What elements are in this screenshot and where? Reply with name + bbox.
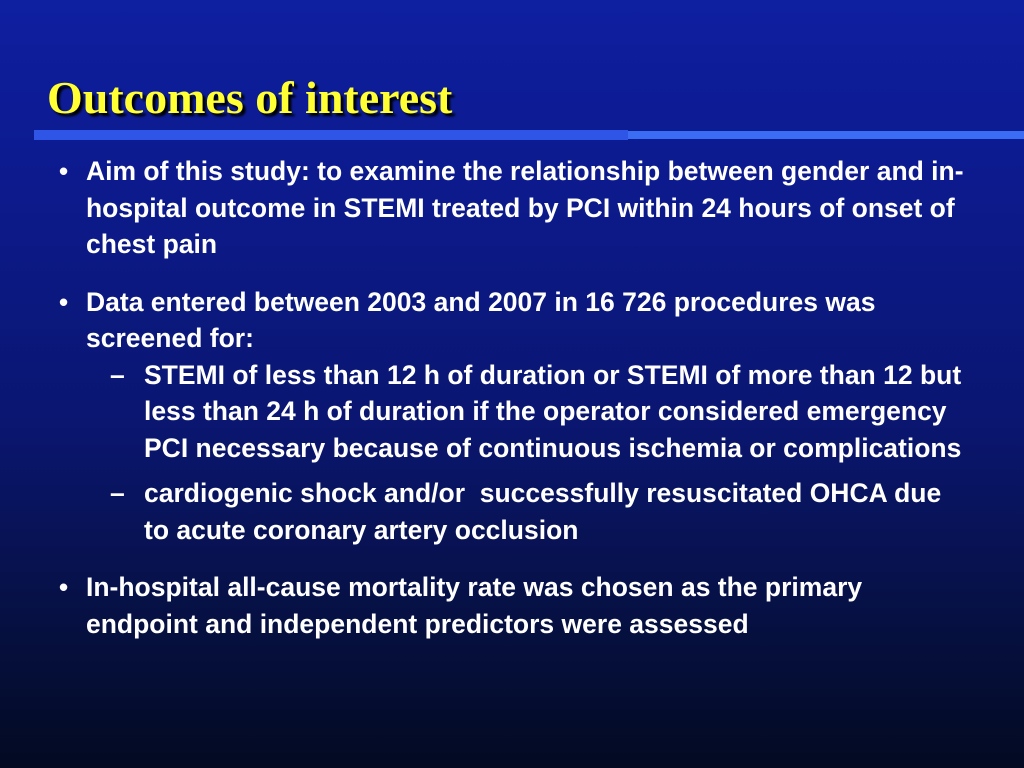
bullet-icon: • [59,286,69,317]
sub-bullet-text: STEMI of less than 12 h of duration or STEMI of more than 12 but less than 24 h of duration if the operator considered emergency PCI necessary because of continuous ischemia or complications [144,359,962,463]
bullet-icon: • [59,156,69,186]
slide-body [56,153,971,663]
dash-icon: – [110,359,125,390]
bullet-text: In-hospital all-cause mortality rate was chosen as the primary endpoint and independent predictors were assessed [86,572,863,639]
bullet-item [56,153,971,263]
slide-title: Outcomes of interest [47,72,453,123]
bullet-text: Data entered between 2003 and 2007 in 16 726 procedures was screened for: [86,286,876,353]
bullet-icon: • [59,572,69,602]
bullet-item [56,284,971,357]
sub-bullet-item [56,475,971,548]
sub-bullet-item [56,357,971,467]
dash-icon: – [110,478,125,508]
title-underline-segment [628,131,1024,139]
sub-bullet-list [56,357,971,549]
title-underline-segment [34,130,628,140]
title-underline [34,130,1024,140]
bullet-item [56,569,971,642]
bullet-text: Aim of this study: to examine the relationship between gender and in-hospital outcome in STEMI treated by PCI within 24 hours of onset of chest pain [86,156,964,259]
sub-bullet-text: cardiogenic shock and/or successfully resuscitated OHCA due to acute coronary artery occlusion [144,478,949,545]
